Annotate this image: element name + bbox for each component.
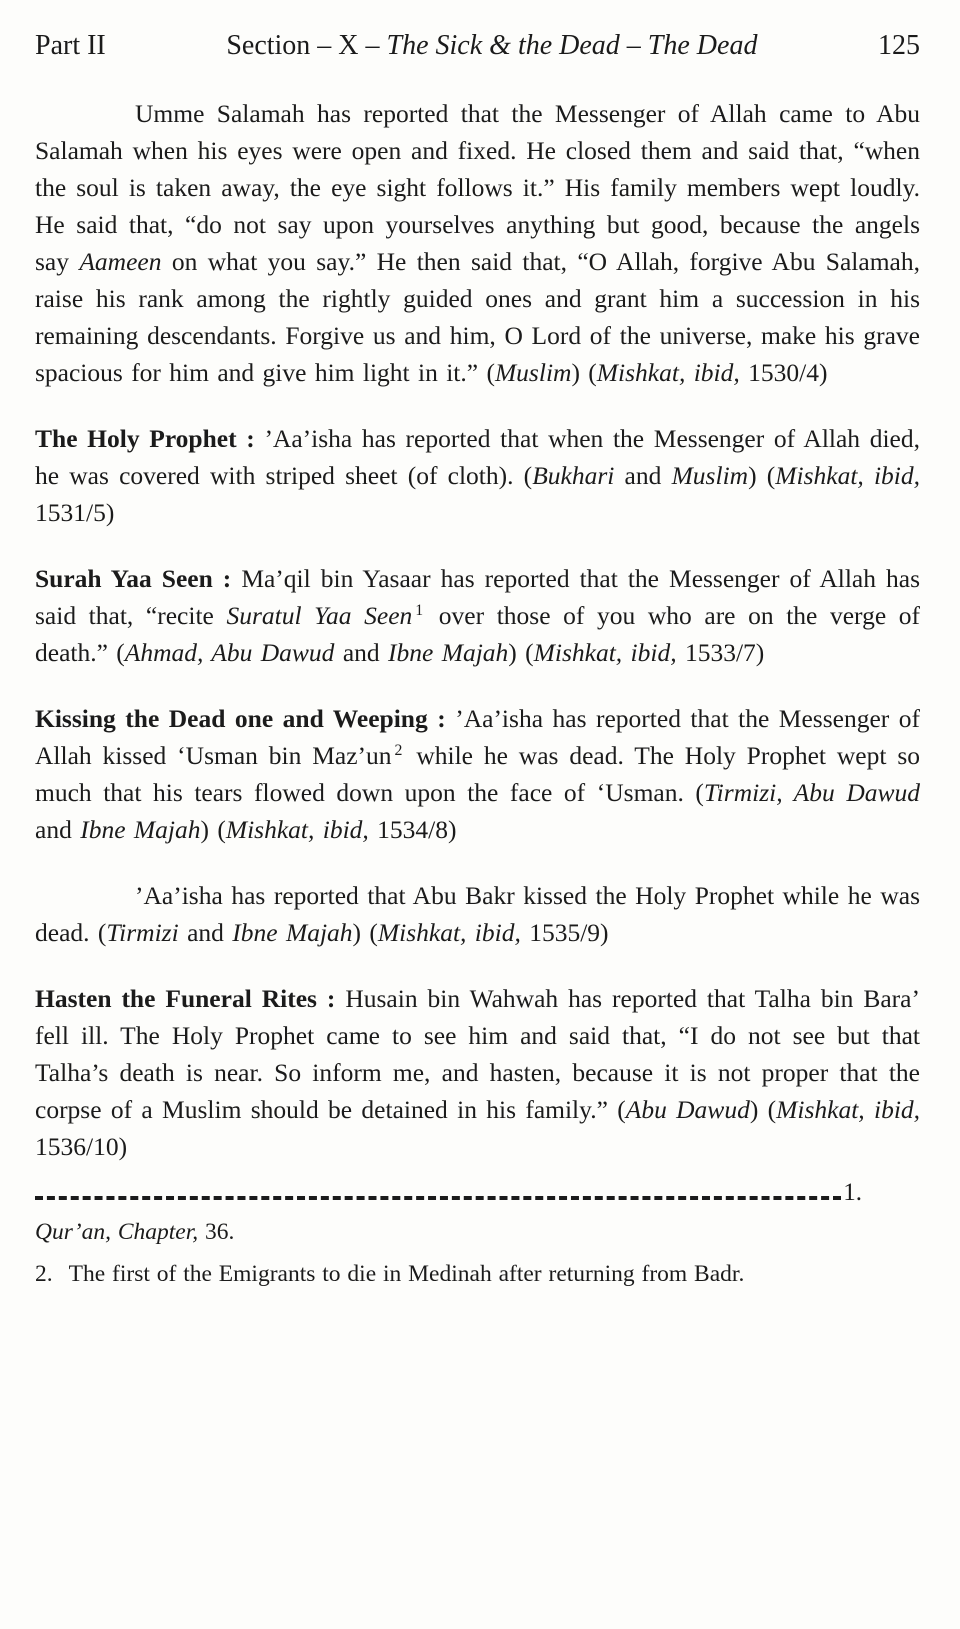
- text-run-normal: and: [614, 461, 672, 490]
- text-run-normal: Ma’qil bin Yasaar has reported that the Messenger of Allah has said that, “recite: [35, 564, 921, 630]
- text-run-normal: ) (: [571, 358, 597, 387]
- text-run-italic: Mishkat, ibid,: [533, 638, 677, 667]
- page-body: [35, 95, 920, 1165]
- text-run-normal: 1530/4): [739, 358, 828, 387]
- text-run-sup: 1: [415, 601, 424, 619]
- paragraph-hasten-funeral-rites: [35, 980, 920, 1165]
- text-run-italic: Muslim: [671, 461, 749, 490]
- text-run-italic: Ibne Majah: [80, 815, 201, 844]
- text-run-italic: Mishkat, ibid,: [776, 1095, 921, 1124]
- text-run-italic: Mishkat, ibid,: [377, 918, 521, 947]
- header-part-label: Part II: [35, 30, 106, 61]
- paragraph-kissing-the-dead: [35, 700, 920, 848]
- text-run-sup: 2: [394, 741, 403, 759]
- text-run-normal: 1535/9): [520, 918, 609, 947]
- header-section-label: Section – X –: [226, 30, 387, 61]
- text-run-normal: ) (: [508, 638, 534, 667]
- text-run-bold: Surah Yaa Seen :: [35, 564, 242, 593]
- text-run-italic: Muslim: [494, 358, 572, 387]
- text-run-normal: ) (: [352, 918, 378, 947]
- running-header: [35, 28, 920, 63]
- footnotes-section: [35, 1180, 920, 1290]
- text-run-italic: Abu Dawud: [625, 1095, 750, 1124]
- text-run-normal: 36.: [205, 1219, 235, 1245]
- text-run-normal: over those of you who are on the verge of death.” (: [35, 601, 921, 667]
- text-run-normal: Umme Salamah has reported that the Messenger of Allah came to Abu Salamah when his eyes were open and fixed. He closed them and said that, “when the soul is taken away, the eye sight follows it.” His family members wept loudly. He said that, “do not say upon yourselves anything but good, because the angels say: [35, 99, 920, 276]
- text-run-italic: Ahmad, Abu Dawud: [124, 638, 335, 667]
- paragraph-umme-salamah: [35, 95, 920, 391]
- text-run-normal: Husain bin Wahwah has reported that Talha bin Bara’ fell ill. The Holy Prophet came to see him and said that, “I do not see but that Talha’s death is near. So inform me, and hasten, because it is not proper that the corpse of a Muslim should be detained in his family.” (: [35, 984, 920, 1124]
- text-run-italic: Ibne Majah: [388, 638, 509, 667]
- header-section-title-italic: The Sick & the Dead – The Dead: [386, 30, 758, 61]
- paragraph-holy-prophet: [35, 420, 920, 531]
- footnote-1: [35, 1216, 920, 1248]
- footnote-2: [35, 1258, 920, 1290]
- text-run-bold: Hasten the Funeral Rites :: [35, 984, 346, 1013]
- footnote-2-number: 2.: [35, 1261, 53, 1287]
- footnote-separator-rule: [35, 1182, 841, 1200]
- text-run-normal: ) (: [748, 461, 776, 490]
- footnote-separator: [35, 1180, 920, 1206]
- footnote-1-marker: 1.: [843, 1179, 862, 1206]
- text-run-normal: and: [334, 638, 389, 667]
- text-run-italic: Aameen: [79, 247, 162, 276]
- text-run-italic: Mishkat, ibid,: [596, 358, 740, 387]
- text-run-normal: ) (: [749, 1095, 777, 1124]
- page-number: 125: [878, 30, 920, 61]
- text-run-normal: 1531/5): [35, 498, 115, 527]
- text-run-normal: ) (: [200, 815, 226, 844]
- text-run-italic: Tirmizi: [106, 918, 179, 947]
- text-run-normal: ’Aa’isha has reported that when the Messenger of Allah died, he was covered with striped sheet (of cloth). (: [35, 424, 920, 490]
- text-run-bold: The Holy Prophet :: [35, 424, 265, 453]
- text-run-italic: Mishkat, ibid,: [225, 815, 369, 844]
- text-run-italic: Ibne Majah: [232, 918, 353, 947]
- footnote-2-text: The first of the Emigrants to die in Medinah after returning from Badr.: [68, 1261, 745, 1287]
- text-run-normal: 1536/10): [35, 1132, 128, 1161]
- text-run-normal: ’Aa’isha has reported that the Messenger of Allah kissed ‘Usman bin Maz’un: [35, 704, 921, 770]
- text-run-italic: Qur’an, Chapter,: [35, 1219, 205, 1245]
- text-run-italic: Suratul Yaa Seen: [226, 601, 413, 630]
- text-run-normal: 1534/8): [368, 815, 457, 844]
- text-run-italic: Mishkat, ibid,: [775, 461, 921, 490]
- paragraph-surah-yaa-seen: [35, 560, 920, 671]
- text-run-normal: ’Aa’isha has reported that Abu Bakr kissed the Holy Prophet while he was dead. (: [35, 881, 920, 947]
- paragraph-aaisha-abu-bakr: [35, 877, 920, 951]
- text-run-normal: and: [35, 815, 81, 844]
- text-run-italic: Tirmizi, Abu Dawud: [703, 778, 920, 807]
- text-run-bold: Kissing the Dead one and Weeping :: [35, 704, 456, 733]
- text-run-normal: while he was dead. The Holy Prophet wept so much that his tears flowed down upon the face of ‘Usman. (: [35, 741, 920, 807]
- text-run-normal: and: [178, 918, 233, 947]
- header-section-title: [226, 28, 757, 63]
- text-run-italic: Bukhari: [532, 461, 615, 490]
- text-run-normal: on what you say.” He then said that, “O Allah, forgive Abu Salamah, raise his rank among the rightly guided ones and grant him a succession in his remaining descendants. Forgive us and him, O Lord of the universe, make his grave spacious for him and give him light in it.” (: [35, 247, 920, 387]
- text-run-normal: 1533/7): [676, 638, 765, 667]
